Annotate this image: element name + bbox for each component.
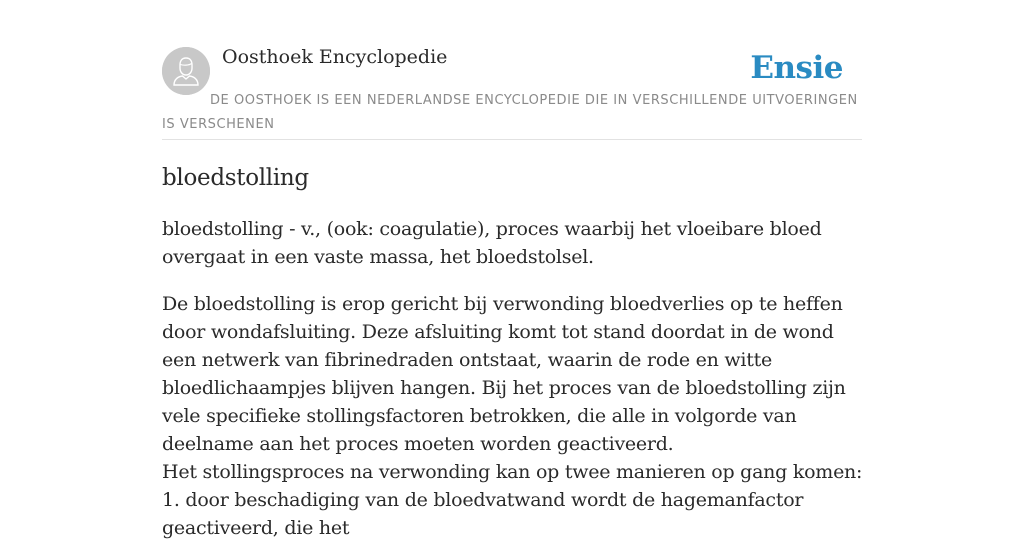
site-tagline: DE OOSTHOEK IS EEN NEDERLANDSE ENCYCLOPEDIE DIE IN VERSCHILLENDE UITVOERINGEN IS VERSCHENEN [162,93,858,132]
article-paragraph-body: De bloedstolling is erop gericht bij verwonding bloedverlies op te heffen door wondafsluiting. Deze afsluiting komt tot stand doordat in de wond een netwerk van fibrinedraden ontstaat, waarin de rode en witte bloedlichaampjes blijven hangen. Bij het proces van de bloedstolling zijn vele specifieke stollingsfactoren betrokken, die alle in volgorde van deelname aan het proces moeten worden geactiveerd. [162,293,846,455]
site-header [162,40,862,140]
avatar[interactable] [162,47,210,95]
article-paragraph-body: Het stollingsproces na verwonding kan op twee manieren op gang komen: 1. door beschadiging van de bloedvatwand wordt de hagemanfactor geactiveerd, die het [162,461,863,539]
article-title: bloedstolling [162,165,309,191]
ensie-logo[interactable]: Ensie [750,50,843,86]
article-paragraph-definition: bloedstolling - v., (ook: coagulatie), proces waarbij het vloeibare bloed overgaat in een vaste massa, het bloedstolsel. [162,218,822,268]
user-placeholder-icon [162,47,210,95]
site-name[interactable]: Oosthoek Encyclopedie [222,46,448,68]
article [162,158,864,542]
